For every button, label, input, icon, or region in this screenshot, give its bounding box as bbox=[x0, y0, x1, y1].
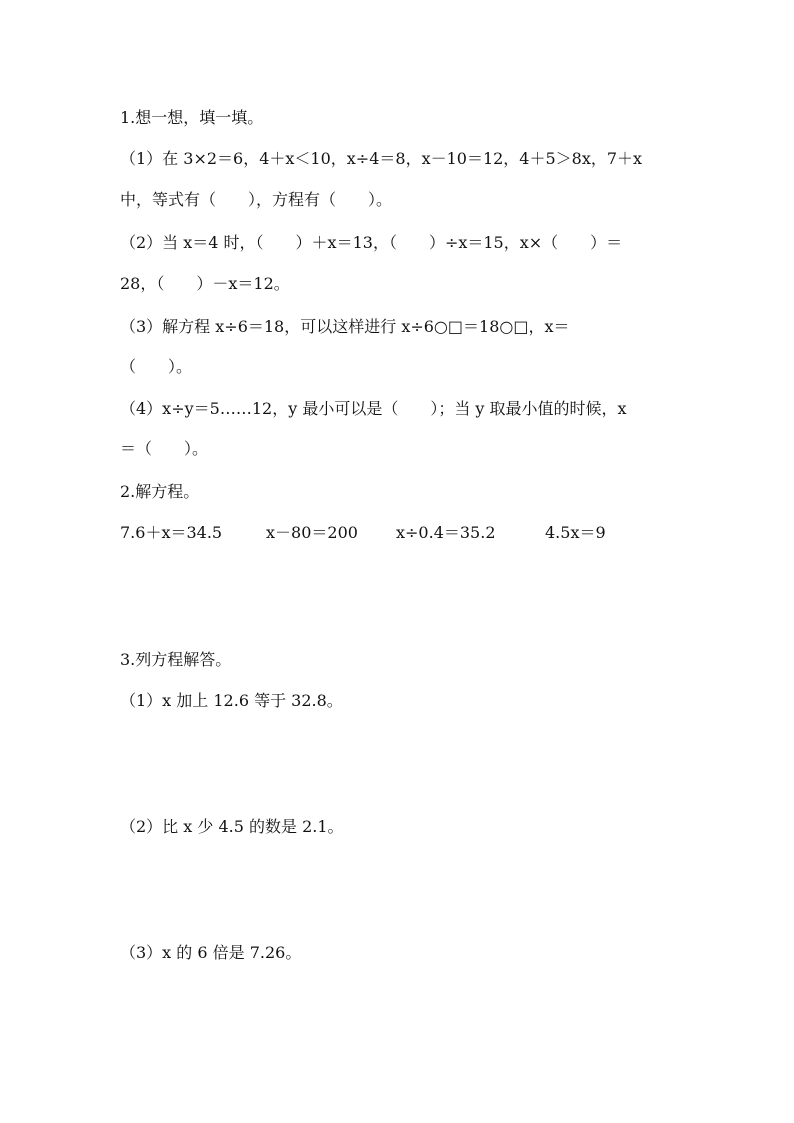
equation-3: x÷0.4＝35.2 bbox=[396, 523, 496, 542]
q4-line-1: （4）x÷y＝5……12，y 最小可以是（ ）；当 y 取最小值的时候，x bbox=[120, 399, 627, 418]
section-3-title: 3.列方程解答。 bbox=[120, 650, 232, 669]
q3-line-1: （3）解方程 x÷6＝18，可以这样进行 x÷6○□＝18○□，x＝ bbox=[120, 317, 570, 336]
section-2-title: 2.解方程。 bbox=[120, 482, 200, 501]
word-problem-2: （2）比 x 少 4.5 的数是 2.1。 bbox=[120, 817, 344, 836]
word-problem-1: （1）x 加上 12.6 等于 32.8。 bbox=[120, 691, 343, 710]
q2-line-2: 28，（ ）－x＝12。 bbox=[120, 274, 290, 293]
word-problem-3: （3）x 的 6 倍是 7.26。 bbox=[120, 943, 302, 962]
q1-line-1: （1）在 3×2＝6，4＋x＜10，x÷4＝8，x－10＝12，4＋5＞8x，7＋x bbox=[120, 149, 643, 168]
equation-2: x－80＝200 bbox=[266, 523, 358, 542]
section-1-title: 1.想一想，填一填。 bbox=[120, 108, 264, 127]
equation-1: 7.6＋x＝34.5 bbox=[120, 523, 223, 542]
q1-line-2: 中，等式有（ ），方程有（ ）。 bbox=[120, 190, 393, 209]
q3-line-2: （ ）。 bbox=[120, 357, 193, 376]
q4-line-2: ＝（ ）。 bbox=[120, 439, 209, 458]
q2-line-1: （2）当 x＝4 时，（ ）＋x＝13，（ ）÷x＝15，x×（ ）＝ bbox=[120, 233, 623, 252]
equation-4: 4.5x＝9 bbox=[545, 523, 606, 542]
